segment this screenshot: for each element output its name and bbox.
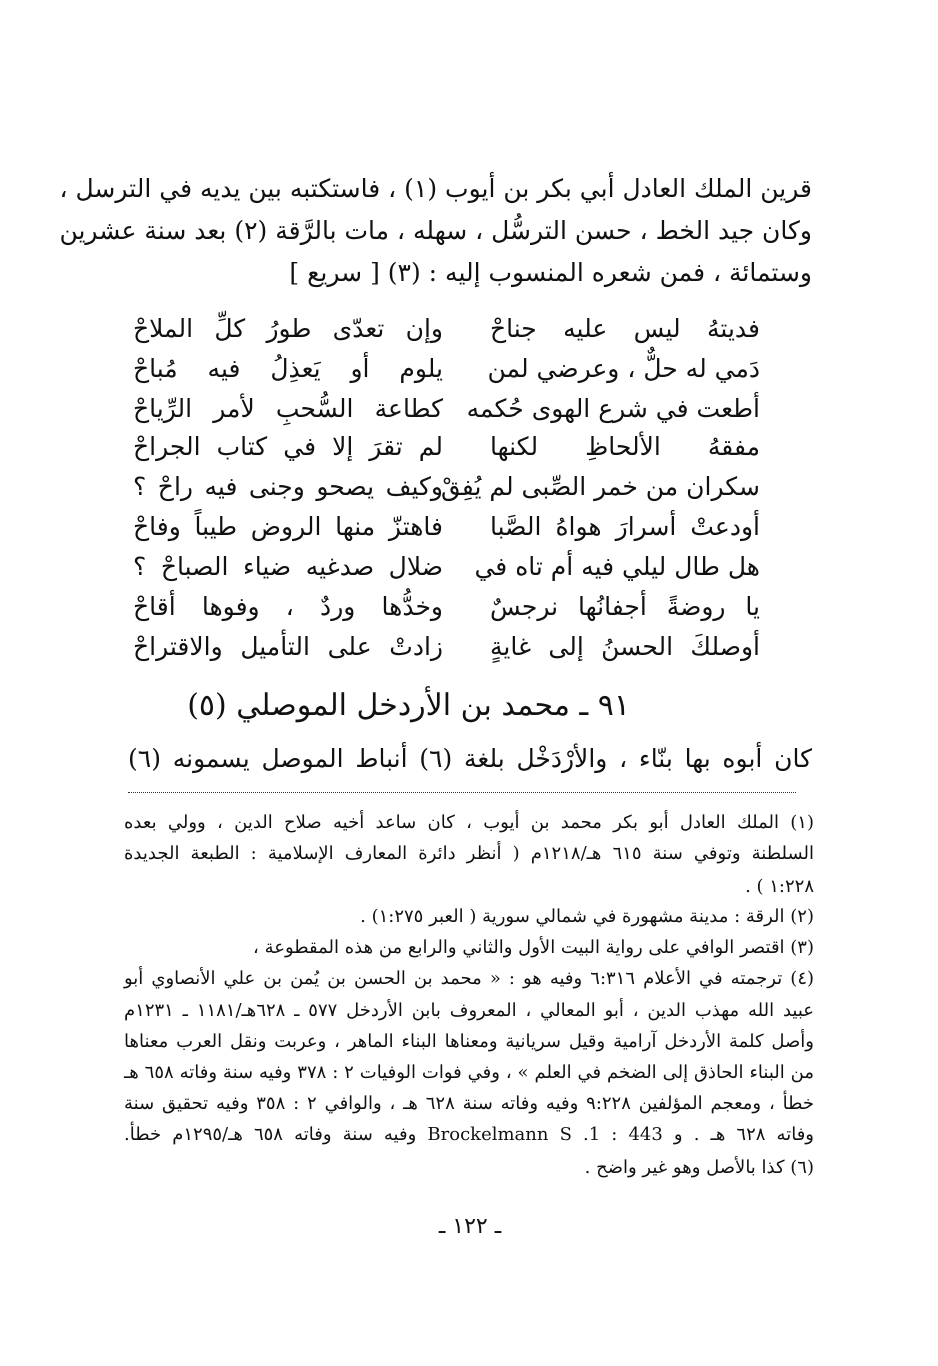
footnote-line-8: وأصل كلمة الأردخل آرامية وقيل سريانية ومعناها البناء الماهر ، وعربت ونقل العرب معناها [124, 1031, 814, 1052]
footnote-line-4: (٢) الرقة : مدينة مشهورة في شمالي سورية ( العبر ١:٢٧٥) . [360, 906, 814, 927]
biography-heading: ٩١ ـ محمد بن الأردخل الموصلي (٥) [187, 688, 630, 723]
verse-7-second-hemistich: ضلال صدغيه ضياء الصباحْ ؟ [133, 552, 443, 581]
verse-8-first-hemistich: يا روضةً أجفانُها نرجسٌ [490, 592, 760, 621]
verse-6-second-hemistich: فاهتزّ منها الروض طيباً وفاحْ [133, 512, 443, 541]
footnote-line-9: من البناء الحاذق إلى الضخم في العلم » ، وفي فوات الوفيات ٢ : ٣٧٨ وفيه سنة وفاته ٦٥٨ هـ [124, 1062, 814, 1083]
page-number: ـ ١٢٢ ـ [438, 1214, 502, 1239]
footnote-line-11: وفاته ٦٢٨ هـ . و Brockelmann S .1 : 443 وفيه سنة وفاته ٦٥٨ هـ/١٢٩٥م خطأ. [124, 1124, 814, 1145]
verse-2-first-hemistich: دَمي له حلٌّ ، وعرضي لمن [487, 354, 760, 383]
verse-9-first-hemistich: أوصلكَ الحسنُ إلى غايةٍ [490, 632, 760, 661]
footnote-line-5: (٣) اقتصر الوافي على رواية البيت الأول والثاني والرابع من هذه المقطوعة ، [253, 937, 814, 958]
verse-4-first-hemistich: مفقهُ الألحاظِ لكنها [490, 432, 760, 461]
body-line-3: وستمائة ، فمن شعره المنسوب إليه : (٣) [ سريع ] [289, 258, 812, 287]
footnote-line-1: (١) الملك العادل أبو بكر محمد بن أيوب ، كان ساعد أخيه صلاح الدين ، وولي بعده [124, 812, 814, 833]
verse-9-second-hemistich: زادتْ على التأميل والاقتراحْ [133, 632, 443, 661]
footnote-line-12: (٦) كذا بالأصل وهو غير واضح . [584, 1157, 814, 1178]
verse-5-second-hemistich: وكيف يصحو وجنى فيه راحْ ؟ [133, 472, 443, 501]
body-line-2: وكان جيد الخط ، حسن الترسُّل ، سهله ، مات بالرَّقة (٢) بعد سنة عشرين [59, 216, 812, 245]
verse-1-first-hemistich: فديتهُ ليس عليه جناحْ [490, 314, 760, 343]
biography-first-line: كان أبوه بها بنّاء ، والأرْدَخْل بلغة (٦) أنباط الموصل يسمونه (٦) [128, 744, 812, 773]
verse-4-second-hemistich: لم تقرَ إلا في كتاب الجراحْ [133, 432, 443, 461]
footnote-line-2: السلطنة وتوفي سنة ٦١٥ هـ/١٢١٨م ( أنظر دائرة المعارف الإسلامية : الطبعة الجديدة [124, 843, 814, 864]
verse-8-second-hemistich: وخدُّها وردٌ ، وفوها أقاحْ [133, 592, 443, 621]
verse-5-first-hemistich: سكران من خمر الصِّبى لم يُفِقْ [440, 472, 760, 501]
verse-2-second-hemistich: يلوم أو يَعذِلُ فيه مُباحْ [133, 354, 443, 383]
footnote-line-3: ١:٢٢٨ ) . [745, 876, 814, 897]
body-line-1: قرين الملك العادل أبي بكر بن أيوب (١) ، فاستكتبه بين يديه في الترسل ، [59, 174, 812, 203]
verse-6-first-hemistich: أودعتْ أسرارَ هواهُ الصَّبا [490, 512, 760, 541]
footnote-separator [128, 792, 796, 793]
verse-7-first-hemistich: هل طال ليلي فيه أم تاه في [474, 552, 760, 581]
verse-3-first-hemistich: أطعت في شرع الهوى حُكمه [466, 394, 760, 423]
verse-1-second-hemistich: وإن تعدّى طورُ كلِّ الملاحْ [133, 314, 443, 343]
footnote-line-10: خطأ ، ومعجم المؤلفين ٩:٢٢٨ وفيه وفاته سنة ٦٢٨ هـ ، والوافي ٢ : ٣٥٨ وفيه تحقيق سنة [124, 1093, 815, 1114]
footnote-line-7: عبيد الله مهذب الدين ، أبو المعالي ، المعروف بابن الأردخل ٥٧٧ ـ ٦٢٨هـ/١١٨١ ـ ١٢٣١م [124, 1000, 815, 1021]
footnote-line-6: (٤) ترجمته في الأعلام ٦:٣١٦ وفيه هو : « محمد بن الحسن بن يُمن بن علي الأنصاوي أبو [124, 968, 815, 989]
verse-3-second-hemistich: كطاعة السُّحبِ لأمر الرِّياحْ [133, 394, 443, 423]
